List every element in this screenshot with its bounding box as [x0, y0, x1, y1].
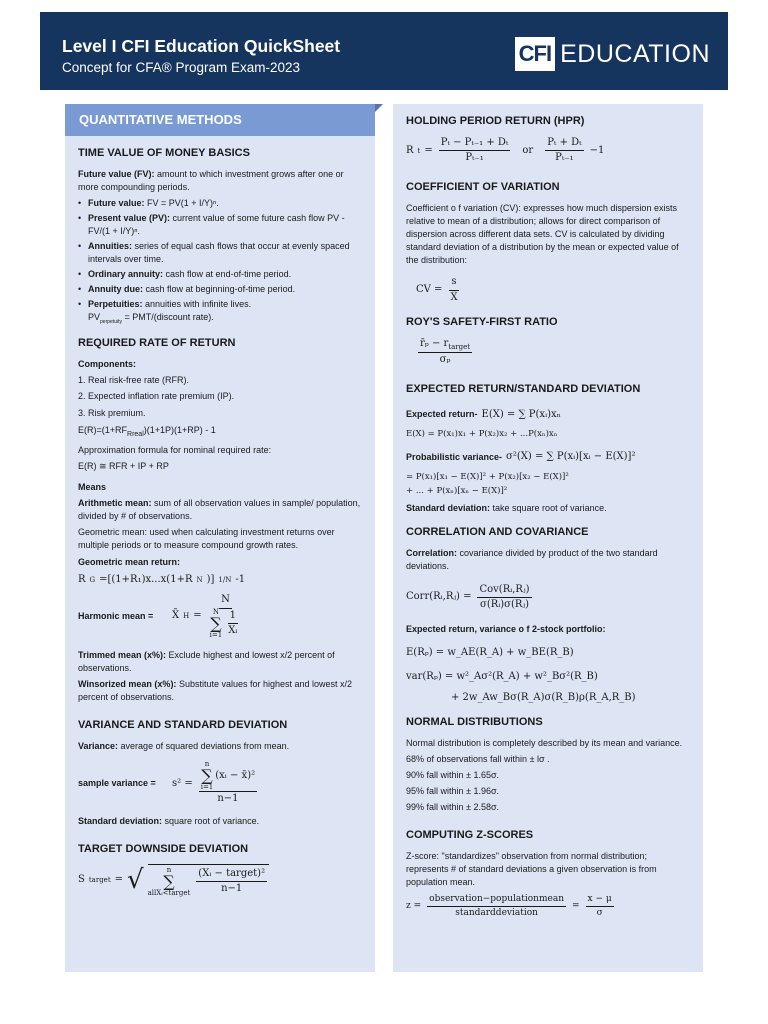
arith-desc: sum of all observation values in sample/ population, divided by # of observations. — [78, 497, 361, 521]
list-item — [78, 283, 362, 296]
wins-term: Winsorized mean (x%): — [78, 678, 177, 689]
pv-formula-tail — [406, 485, 690, 497]
corr-title: CORRELATION AND COVARIANCE — [406, 525, 589, 538]
hpr-title: HOLDING PERIOD RETURN (HPR) — [406, 115, 585, 127]
rrr-formula-a: E(R)=(1+RF — [78, 424, 128, 435]
approx-text: Approximation formula for nominal required rate: — [78, 444, 272, 455]
page-title: Level I CFI Education QuickSheet — [62, 36, 341, 56]
harm-den — [208, 609, 244, 639]
geo-return-label — [78, 556, 362, 569]
z-fraction-2 — [586, 893, 614, 920]
corr-num: Cov(Rᵢ,Rⱼ) — [477, 583, 531, 599]
bullet-term: Future value: — [88, 198, 145, 209]
z-lhs: z = — [406, 901, 422, 912]
sd-term: Standard deviation: — [78, 815, 163, 826]
corr-lhs: Corr(Rᵢ,Rⱼ) = — [406, 591, 472, 603]
corr-desc: covariance divided by product of the two standard deviations. — [406, 547, 658, 571]
z-eq: = — [572, 901, 580, 912]
approx-formula: E(R) ≅ RFR + IP + RP — [78, 460, 169, 471]
geo-f-n: N — [196, 576, 203, 585]
sqrt-icon: √ — [127, 865, 144, 896]
wins-definition — [78, 678, 362, 704]
portfolio-return-formula — [406, 646, 690, 661]
sd-desc: square root of variance. — [164, 815, 260, 826]
tdd-lhs-sub: target — [88, 875, 111, 884]
list-item — [78, 240, 362, 266]
geo-return-term: Geometric mean return: — [78, 556, 181, 567]
cv-desc: Coefficient o f variation (CV): expresses how much dispersion exists relative to mean of a distribution; allows for direct comparison of dispersion across different data sets. CV is calculated by dividing standard deviation of a distribution by the mean or expected value of the distribution: — [406, 202, 679, 266]
variance-title: VARIANCE AND STANDARD DEVIATION — [78, 719, 288, 732]
harm-lhs: X̄ — [172, 609, 180, 621]
bullet-desc: series of equal cash flows that occur at evenly spaced intervals over time. — [88, 241, 350, 265]
fv-definition — [78, 168, 362, 194]
sum-icon: ∑ — [163, 871, 175, 891]
var-sum-top: n — [204, 760, 210, 769]
hpr-den-2: Pₜ₋₁ — [555, 152, 574, 164]
pv-formula — [406, 450, 690, 465]
trim-term: Trimmed mean (x%): — [78, 649, 167, 660]
harm-inner-fraction — [226, 609, 239, 639]
component-3: 3. Risk premium. — [78, 407, 146, 418]
bullet-term: Perpetuities: — [88, 299, 143, 310]
er-label: Expected return- — [406, 409, 478, 420]
tdd-sum-top: n — [166, 865, 172, 874]
tdd-formula: S target = √ n ∑ allXᵢ<target $\frac{\text{(Xᵢ − target)²}}{n-1}$ — [78, 864, 362, 897]
var-num-expr: (xᵢ − x̄)² — [215, 769, 256, 781]
fv-desc: amount to which investment grows after one or more compounding periods. — [78, 168, 344, 192]
portfolio-term: Expected return, variance o f 2-stock portfolio: — [406, 623, 606, 634]
list-item — [78, 298, 362, 326]
list-item — [78, 268, 362, 281]
portfolio-var-formula-tail — [451, 691, 690, 706]
bullet-term: Annuity due: — [88, 284, 143, 295]
portfolio-f3: + 2w_Aw_Bσ(R_A)σ(R_B)ρ(R_A,R_B) — [451, 691, 636, 703]
bullet-desc: current value of some future cash flow PV - FV/(1 + I/Y)ⁿ. — [88, 213, 345, 237]
perp-formula-sub: perpetuity — [100, 319, 122, 326]
cfi-logo — [515, 37, 710, 71]
normal-line-4: 99% fall within ± 2.58σ. — [406, 802, 500, 813]
var-fraction — [199, 761, 257, 807]
sum-icon: ∑ — [201, 766, 213, 786]
roy-num-a: r̄ₚ − r — [420, 338, 449, 350]
rrr-formula — [78, 424, 362, 440]
trim-definition — [78, 649, 362, 675]
bullet-desc: cash flow at beginning-of-time period. — [145, 284, 296, 295]
rrr-formula-sub: Rreal — [127, 430, 144, 438]
sample-variance-label: sample variance = — [78, 778, 156, 789]
hpr-num-2: Pₜ + Dₜ — [545, 136, 583, 152]
cv-formula — [416, 275, 690, 305]
list-item — [78, 212, 362, 238]
er-formula-2: E(X) = P(x₁)x₁ + P(x₂)x₂ + ...P(xₙ)xₙ — [406, 429, 558, 440]
tdd-fraction — [196, 867, 267, 897]
normal-title: NORMAL DISTRIBUTIONS — [406, 716, 543, 729]
cv-num: s — [449, 275, 458, 291]
harm-inner-den: Xᵢ — [228, 625, 238, 637]
fv-term: Future value (FV): — [78, 168, 155, 179]
hpr-or: or — [522, 144, 534, 156]
hpr-formula: R t = $\frac{\text{Pₜ − Pₜ₋₁ + Dₜ}}{\text{Pₜ₋₁}}$ or $\frac{\text{Pₜ + Dₜ}}{\text{Pₜ₋₁}}$ −1 — [406, 136, 690, 166]
perp-formula-rest: = PMT/(discount rate). — [124, 312, 214, 323]
components-label — [78, 358, 362, 371]
component-1: 1. Real risk-free rate (RFR). — [78, 375, 190, 386]
ersd-title: EXPECTED RETURN/STANDARD DEVIATION — [406, 382, 641, 395]
z-fraction-1 — [427, 893, 566, 920]
corr-definition — [406, 547, 690, 573]
hpr-num-1: Pₜ − Pₜ₋₁ + Dₜ — [439, 136, 511, 152]
left-column — [65, 104, 375, 972]
means-title — [78, 481, 362, 494]
harm-sum-top: N — [212, 607, 219, 616]
components-term: Components: — [78, 359, 136, 370]
cv-fraction — [448, 275, 459, 305]
z-num-1: observation−populationmean — [427, 893, 566, 907]
tdd-sum-bot: allXᵢ<target — [147, 888, 191, 897]
harm-inner-num: 1 — [228, 609, 238, 625]
roy-num — [418, 337, 472, 353]
harm-lhs-sub: H — [183, 612, 190, 621]
corr-fraction — [477, 583, 531, 613]
z-desc: Z-score: "standardizes" observation from normal distribution; represents # of standard deviations a given observation is from population mean. — [406, 851, 657, 888]
portfolio-f1: E(Rₚ) = w_AE(R_A) + w_BE(R_B) — [406, 646, 574, 658]
variance-definition — [78, 740, 362, 753]
tdd-lhs: S — [78, 873, 85, 885]
geo-f-a: R — [78, 573, 86, 585]
normal-line-2: 90% fall within ± 1.65σ. — [406, 770, 500, 781]
trim-desc: Exclude highest and lowest x/2 percent of observations. — [78, 649, 335, 673]
harmonic-label: Harmonic mean = — [78, 610, 154, 621]
hpr-fraction-2 — [545, 136, 583, 166]
tdd-den: n−1 — [221, 883, 243, 895]
section-header: QUANTITATIVE METHODS — [65, 104, 375, 136]
header-banner — [40, 12, 728, 90]
harmonic-formula: Harmonic mean = X̄ H = N N ∑ i=1 $\frac{1}{\text{Xᵢ}}$ — [78, 593, 362, 639]
pv-formula-3: + ... + P(xₙ)[xₙ − E(X)]² — [406, 486, 508, 497]
er-formula — [406, 408, 690, 423]
var-term: Variance: — [78, 741, 119, 752]
z-formula — [406, 893, 690, 920]
page-subtitle: Concept for CFA® Program Exam-2023 — [62, 60, 301, 75]
harm-fraction — [208, 593, 244, 639]
cv-den: X̄ — [450, 291, 458, 303]
corr-formula — [406, 583, 690, 613]
harm-sum-bot: i=1 — [209, 630, 223, 639]
sd-definition — [78, 815, 362, 828]
geo-f-sub: G — [89, 576, 96, 585]
normal-desc: Normal distribution is completely described by its mean and variance. — [406, 738, 683, 749]
normal-line-1: 68% of observations fall within ± lσ . — [406, 754, 550, 765]
wins-desc: Substitute values for highest and lowest x/2 percent of observations. — [78, 678, 353, 703]
roy-num-sub: target — [448, 343, 471, 352]
right-column — [393, 104, 703, 972]
hpr-tail: −1 — [589, 144, 605, 156]
corr-den: σ(Rᵢ)σ(Rⱼ) — [480, 599, 529, 611]
geo-f-exp: 1/N — [218, 576, 232, 585]
ersd-sd-term: Standard deviation: — [406, 502, 491, 513]
z-den-1: standarddeviation — [455, 908, 538, 919]
harm-num: N — [219, 593, 232, 609]
er-formula-text: E(X) = ∑ P(xᵢ)xₙ — [481, 408, 561, 420]
bullet-term: Annuities: — [88, 241, 132, 252]
logo-text: EDUCATION — [560, 39, 710, 68]
hpr-lhs-sub: t — [417, 146, 421, 155]
ersd-sd-desc: take square root of variance. — [492, 502, 607, 513]
portfolio-label — [406, 623, 690, 636]
var-sum — [201, 761, 214, 791]
cv-lhs: CV = — [416, 283, 443, 295]
bullet-term: Present value (PV): — [88, 213, 171, 224]
er-formula-expanded — [406, 428, 690, 440]
portfolio-var-formula — [406, 670, 690, 685]
z-num-2: x − μ — [586, 893, 614, 907]
sum-icon: ∑ — [210, 613, 222, 633]
list-item — [78, 197, 362, 210]
var-lhs: s² = — [172, 777, 193, 789]
perp-formula-pv: PV — [88, 312, 101, 323]
var-den: n−1 — [217, 793, 239, 805]
cv-title: COEFFICIENT OF VARIATION — [406, 180, 560, 193]
ersd-sd — [406, 502, 690, 515]
harm-sum — [210, 609, 223, 639]
z-den-2: σ — [596, 908, 603, 919]
component-2: 2. Expected inflation rate premium (IP). — [78, 391, 235, 402]
arith-term: Arithmetic mean: — [78, 497, 152, 508]
pv-formula-2: = P(x₁)[x₁ − E(X)]² + P(x₂)[x₂ − E(X)]² — [406, 471, 569, 482]
normal-line-3: 95% fall within ± 1.96σ. — [406, 786, 500, 797]
roy-formula — [416, 337, 690, 368]
var-num — [199, 761, 257, 792]
hpr-lhs: R — [406, 144, 414, 156]
bullet-desc: cash flow at end-of-time period. — [165, 269, 292, 280]
arith-definition — [78, 497, 362, 523]
pv-formula-text: σ²(X) = ∑ P(xᵢ)[xᵢ − E(X)]² — [506, 451, 636, 463]
logo-box: CFI — [515, 37, 555, 71]
bullet-desc: annuities with infinite lives. — [145, 299, 252, 310]
z-title: COMPUTING Z-SCORES — [406, 829, 534, 842]
roy-den: σₚ — [439, 354, 451, 366]
geo-f-tail: -1 — [235, 573, 246, 585]
tdd-num: (Xᵢ − target)² — [196, 867, 267, 883]
tvm-title: TIME VALUE OF MONEY BASICS — [78, 147, 250, 159]
tdd-radicand — [148, 864, 269, 897]
means-term: Means — [78, 481, 107, 492]
geo-formula — [78, 573, 362, 588]
geo-definition: Geometric mean: used when calculating investment returns over multiple periods or to measure compound growth rates. — [78, 526, 335, 550]
geo-f-b: =[(1+R₁)x...x(1+R — [99, 573, 193, 585]
hpr-den-1: Pₜ₋₁ — [465, 152, 484, 164]
var-desc: average of squared deviations from mean. — [120, 741, 290, 752]
hpr-fraction-1 — [439, 136, 511, 166]
bullet-term: Ordinary annuity: — [88, 269, 164, 280]
rrr-title: REQUIRED RATE OF RETURN — [78, 337, 236, 350]
tdd-sum — [148, 867, 191, 897]
geo-f-c: )] — [206, 573, 215, 585]
pv-label: Probabilistic variance- — [406, 452, 503, 463]
rrr-formula-b: )(1+1P)(1+RP) - 1 — [143, 424, 216, 435]
tdd-title: TARGET DOWNSIDE DEVIATION — [78, 842, 249, 855]
roy-fraction — [418, 337, 472, 368]
sample-variance-formula — [78, 761, 362, 807]
portfolio-f2: var(Rₚ) = w²_Aσ²(R_A) + w²_Bσ²(R_B) — [406, 671, 598, 683]
pv-formula-expanded — [406, 471, 690, 483]
roy-title: ROY'S SAFETY-FIRST RATIO — [406, 316, 558, 329]
corr-term: Correlation: — [406, 547, 458, 558]
var-sum-bot: i=1 — [200, 783, 214, 792]
bullet-desc: FV = PV(1 + I/Y)ⁿ. — [147, 198, 219, 209]
